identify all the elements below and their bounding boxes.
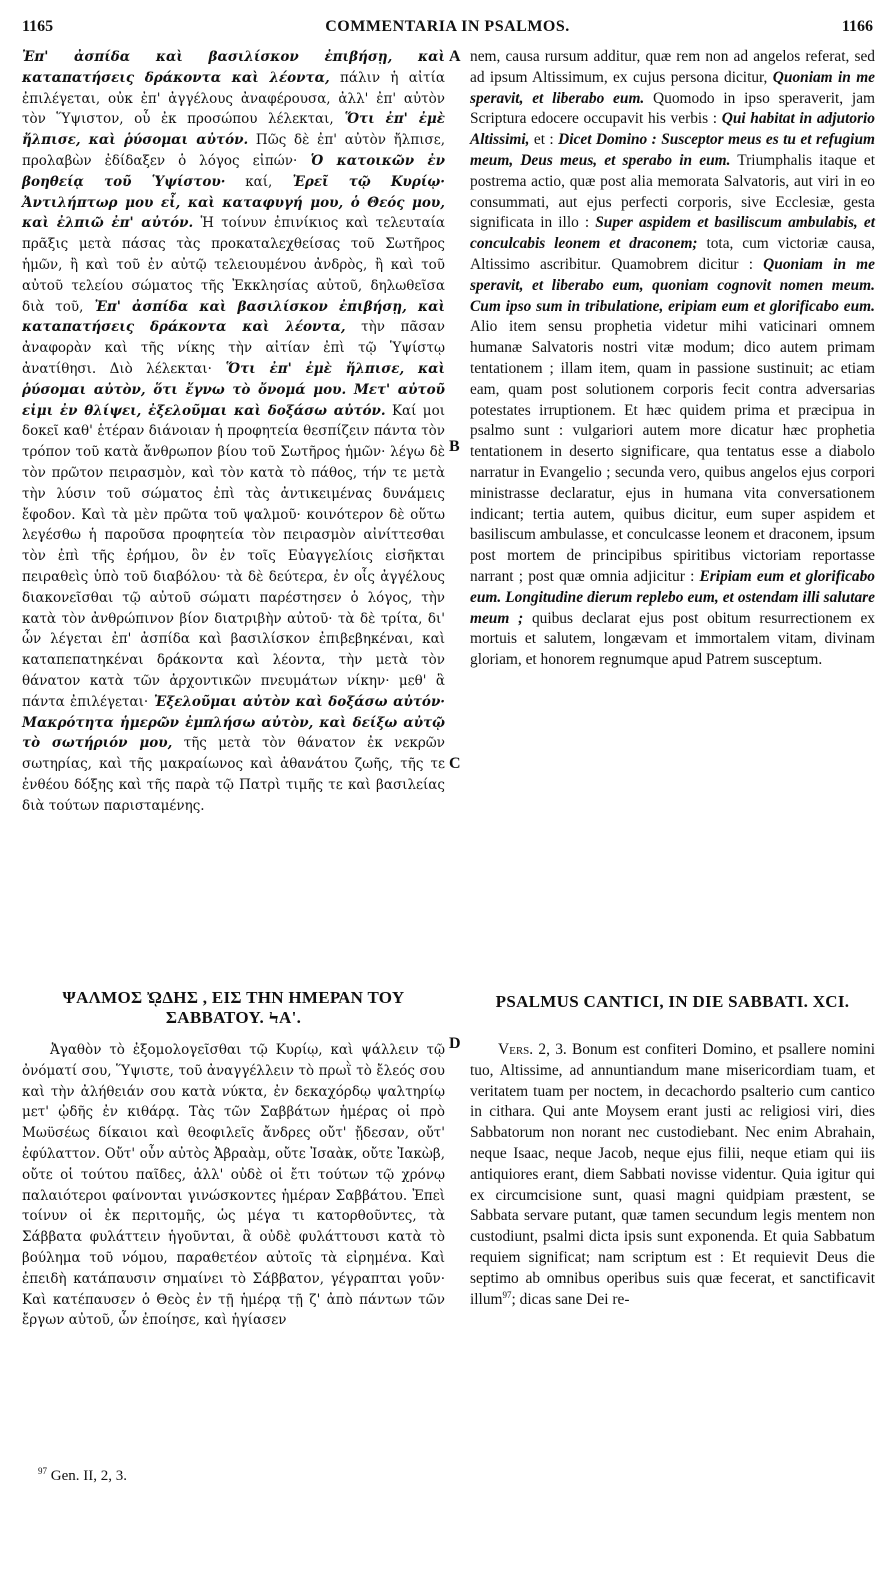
footnote-number: 97 — [38, 1466, 47, 1476]
greek-text: Τὰς τῶν Σαββάτων ἡμέρας οἱ πρὸ Μωϋσέως δίκαιοι καὶ θεοφιλεῖς ἄνδρες οὔτ' ᾔδεσαν, οὔτ' ἐφύλαττον. Οὔτ' οὖν αὐτὸς Ἀβραὰμ, οὔτε Ἰσαὰκ, οὔτε Ἰακὼβ, οὔτε οἱ τούτου παῖδες, ἀλλ' οὐδὲ οἱ ἔτι τούτων τῷ χρόνῳ παλαιότεροι φαίνονται γινώσκοντες ἡμέραν Σαββάτου. Ἐπεὶ τοίνυν οἱ ἐκ περιτομῆς, ὡς μέγα τι κατορθοῦντες, τὰ Σάββατα φυλάττειν ἡγοῦνται, ἃ οὐδὲ φυλάττουσι κατὰ τὸ βούλημα τοῦ νόμου, παραθετέον αὐτοῖς τὰ εἰρημένα. Καὶ ἐπειδὴ κατάπαυσιν σημαίνει τὸ Σάββατον, γέγραπται γοῦν· — [22, 1104, 445, 1287]
verse-reference: Vers. 2, 3. — [498, 1041, 567, 1058]
latin-text: tota, cum victoriæ causa, Altissimo ascribitur. Quamobrem dicitur : — [470, 235, 875, 273]
latin-quote: Eripiam eum et glorificabo eum. Longitudine dierum replebo eum, et ostendam illi salutare meum ; — [470, 567, 875, 627]
latin-psalm-commentary — [470, 1040, 875, 1310]
greek-verse-quote: Καὶ κατέπαυσεν ὁ Θεὸς ἐν τῇ ἡμέρᾳ τῇ ζ' ἀπὸ πάντων τῶν ἔργων αὐτοῦ, ὧν ἐποίησε, καὶ ἡγίασεν — [22, 1291, 445, 1329]
greek-quote: Ὅτι ἐπ' ἐμὲ ἤλπισε, καὶ ῥύσομαι αὐτὸν, ὅτι ἔγνω τὸ ὄνομά μου. Μετ' αὐτοῦ εἰμι ἐν θλίψει, ἐξελοῦμαι καὶ δοξάσω αὐτόν. — [22, 360, 445, 419]
margin-marker-b: B — [449, 438, 460, 455]
greek-quote: Ἐπ' ἀσπίδα καὶ βασιλίσκον ἐπιβήσῃ, καὶ καταπατήσεις δράκοντα καὶ λέοντα, — [22, 298, 445, 336]
greek-quote: Ἐξελοῦμαι αὐτὸν καὶ δοξάσω αὐτόν· Μακρότητα ἡμερῶν ἐμπλήσω αὐτὸν, καὶ δείξω αὐτῷ τὸ σωτήριόν μου, — [22, 693, 446, 752]
latin-text: ; dicas sane Dei re- — [511, 1290, 630, 1308]
latin-column — [470, 47, 875, 671]
greek-text: πάλιν ἡ αἰτία ἐπιλέγεται, οὐκ ἐπ' ἀγγέλους ἀναφέρουσα, ἀλλ' ἐπ' αὐτὸν τὸν Ὕψιστον, οὗ ἐκ προσώπου λέλεκται, — [22, 69, 446, 128]
greek-text: τὴν πᾶσαν ἀναφορὰν καὶ τῆς νίκης τὴν αἰτίαν ἐπὶ τῷ Ὑψίστῳ ἀνατίθησι. Διὸ λέλεκται· — [22, 319, 446, 377]
latin-text: Triumphalis itaque et postrema actio, quæ post alia memorata Salvatoris, aut viri in eo consummati, aut ejus perfecti corporis, sive Ecclesiæ, gesta significata in illo : — [470, 151, 875, 232]
latin-quote: Quoniam in me speravit, et liberabo eum, quoniam cognovit nomen meum. Cum ipso sum in tribulatione, eripiam eum et glorificabo eum. — [470, 255, 875, 315]
greek-quote: Ὅτι ἐπ' ἐμὲ ἤλπισε, καὶ ῥύσομαι αὐτόν. — [22, 111, 445, 149]
footnote-reference: 97 — [502, 1289, 512, 1300]
latin-quote: Dicet Domino : Susceptor meus es tu et refugium meum, Deus meus, et sperabo in eum. — [470, 131, 875, 169]
latin-quote: Quoniam in me speravit, et liberabo eum. — [470, 68, 876, 107]
greek-text: τῆς μετὰ τὸν θάνατον ἐκ νεκρῶν σωτηρίας, καὶ τῆς μακραίωνος καὶ ἀθανάτου ζωῆς, τῆς τε ἐνθέου δόξης καὶ τῆς παρὰ τῷ Πατρὶ τιμῆς τε καὶ βασιλείας διὰ τούτων παρισταμένης. — [22, 735, 445, 814]
greek-column — [22, 47, 445, 816]
greek-quote: Ὁ κατοικῶν ἐν βοηθείᾳ τοῦ Ὑψίστου· — [22, 152, 446, 190]
latin-commentary-paragraph — [470, 47, 875, 671]
greek-text: Ἡ τοίνυν ἐπινίκιος καὶ τελευταία πρᾶξις μετὰ πάσας τὰς προκαταλεχθείσας τοῦ Σωτῆρος ἡμῶν, ἢ καὶ τοῦ ἐν αὐτῷ τελειουμένου ἀνδρὸς, ἢ καὶ τοῦ αὐτοῦ τελείου σώματος τῆς Ἐκκλησίας αὐτοῦ, δηλωθεῖσα διὰ τοῦ, — [22, 215, 445, 315]
greek-quote: Ἐρεῖ τῷ Κυρίῳ· Ἀντιλήπτωρ μου εἶ, καὶ καταφυγή μου, ὁ Θεός μου, καὶ ἐλπιῶ ἐπ' αὐτόν. — [22, 173, 445, 232]
greek-text: καί, — [225, 173, 273, 190]
latin-text: et : — [529, 131, 554, 149]
margin-marker-c: C — [449, 755, 461, 772]
latin-quote: Super aspidem et basiliscum ambulabis, et conculcabis leonem et draconem; — [470, 214, 875, 253]
greek-commentary-paragraph — [22, 47, 445, 816]
latin-verse-quote: Et requievit Deus die septimo ab omnibus operibus suis quæ fecerat, et sanctificavit illum — [470, 1248, 875, 1308]
footnote — [38, 1468, 127, 1485]
running-title: COMMENTARIA IN PSALMOS. — [325, 18, 570, 35]
greek-quote: Ἐπ' ἀσπίδα καὶ βασιλίσκον ἐπιβήσῃ, καὶ καταπατήσεις δράκοντα καὶ λέοντα, — [22, 49, 445, 86]
margin-marker-d: D — [449, 1035, 461, 1052]
latin-text: nem, causa rursum additur, quæ rem non ad angelos referat, sed ad ipsum Altissimum, ex cujus persona dicitur, — [470, 48, 875, 86]
greek-text: Καί μοι δοκεῖ καθ' ἑτέραν διάνοιαν ἡ προφητεία θεσπίζειν πάντα τὸν τρόπον τοῦ κατὰ ἄνθρωπον βίου τοῦ Σωτῆρος ἡμῶν· λέγω δὲ τὸν πρῶτον πειρασμὸν, καὶ τὸν κατὰ τὸ πάθος, τήν τε μετὰ τὴν λύσιν τοῦ σώματος ἐπὶ τὰς ἀντικειμένας δυνάμεις ἔφοδον. Καὶ τὰ μὲν πρῶτα τοῦ ψαλμοῦ· κοινότερον δὲ οὕτω λεγέσθω ἡ παροῦσα προφητεία τὸν πειρασμὸν αἰνίττεσθαι τὸν ἐπὶ τῆς ἐρήμου, ὃν ἐν τοῖς Εὐαγγελίοις εἰσῆκται πειραθεὶς ὑπὸ τοῦ διαβόλου· τὰ δὲ δεύτερα, ἐν οἷς ἀγγέλους διακονεῖσθαι τῷ αὐτοῦ σώματι παρέστησεν ὁ λόγος, τὴν κατὰ τὸν ἀνθρώπινον βίον διατριβὴν αὐτοῦ· τὰ δὲ τρίτα, δι' ὧν λέγεται ἐπ' ἀσπίδα καὶ βασιλίσκον ἐπιβεβηκέναι, καὶ καταπεπατηκέναι δράκοντα καὶ λέοντα, τὴν μετὰ τὸν θάνατον κατὰ τῶν ἀρχοντικῶν πνευμάτων νίκην· μεθ' ἃ πάντα ἐπιλέγεται· — [22, 402, 445, 710]
latin-text: Quomodo in ipso speraverit, jam Scriptura edocere occupavit his verbis : — [470, 89, 875, 128]
latin-text: quibus declarat ejus post obitum resurrectionem ex mortuis et salutem, longævam et immortalem vitam, divinam gloriam, et honorem regnumque apud Patrem susceptum. — [470, 609, 875, 669]
page-header — [0, 18, 895, 42]
page-number-right: 1166 — [841, 18, 873, 35]
latin-quote: Qui habitat in adjutorio Altissimi, — [470, 110, 876, 149]
greek-text: Πῶς δὲ ἐπ' αὐτὸν ἤλπισε, προλαβὼν ἐδίδαξεν ὁ λόγος εἰπών· — [22, 132, 445, 169]
footnote-text: Gen. II, 2, 3. — [47, 1468, 127, 1484]
latin-verse-quote: Bonum est confiteri Domino, et psallere nomini tuo, Altissime, ad annuntiandum mane misericordiam tuam, et veritatem tuam per noctem, in decachordo psalterio cum cantico in cithara. — [470, 1041, 875, 1121]
greek-psalm-commentary — [22, 1040, 445, 1331]
latin-psalm-heading: PSALMUS CANTICI, IN DIE SABBATI. XCI. — [495, 992, 850, 1011]
margin-marker-a: A — [449, 48, 461, 65]
latin-text: Qui ante Moysem erant justi ac religiosi viri, dies Sabbatorum non norant nec custodiebant. Nec enim Abrahain, neque Isaac, neque Jacob, neque ejus filii, neque etiam qui iis antiquiores erant, diem Sabbati novisse videntur. Quia igitur qui ex circumcisione sunt, quasi magni quidpiam præstent, se Sabbata servare putant, quæ tamen secundum legis mentem non custodiunt, psalmi dicta ipsis sunt exponenda. Et quia Sabbatum requiem significat; nam scriptum est : — [470, 1103, 875, 1266]
page-number-left: 1165 — [22, 18, 54, 35]
greek-verse-quote: Ἀγαθὸν τὸ ἐξομολογεῖσθαι τῷ Κυρίῳ, καὶ ψάλλειν τῷ ὀνόματί σου, Ὕψιστε, τοῦ ἀναγγέλλειν τὸ πρωῒ τὸ ἔλεός σου καὶ τὴν ἀλήθειάν σου κατὰ νύκτα, ἐν δεκαχόρδῳ ψαλτηρίῳ μετ' ᾠδῆς ἐν κιθάρᾳ. — [22, 1042, 445, 1121]
greek-psalm-heading: ΨΑΛΜΟΣ ᾨΔΗΣ , ΕΙΣ ΤΗΝ ΗΜΕΡΑΝ ΤΟΥ ΣΑΒΒΑΤΟΥ. ϞΑ'. — [62, 988, 405, 1027]
latin-text: Alio item sensu prophetia videtur mihi vaticinari omnem humanæ Salvatoris nostri vitæ modum; dico autem primam tentationem ; illam item, quam in passione sustinuit; ac etiam eam, quam post solutionem corporis fecit contra adversarias potestates irruptionem. Et hæc quidem prima et præcipua in psalmo sunt : vulgariori autem more dicatur hæc prophetia tentationem in deserto significare, qua tentatus esse a diabolo narratur in Evangelio ; secunda vero, quibus angelos ejus corpori ministrasse declaratur, ejus in humana vita conversationem indicant; tertia autem, quibus dicitur, eum super aspidem et basiliscum ambulasse, et conculcasse leonem et draconem, ipsum post mortem de principibus spiritibus victoriam reportasse narrant ; post quæ omnia adjicitur : — [470, 318, 875, 585]
